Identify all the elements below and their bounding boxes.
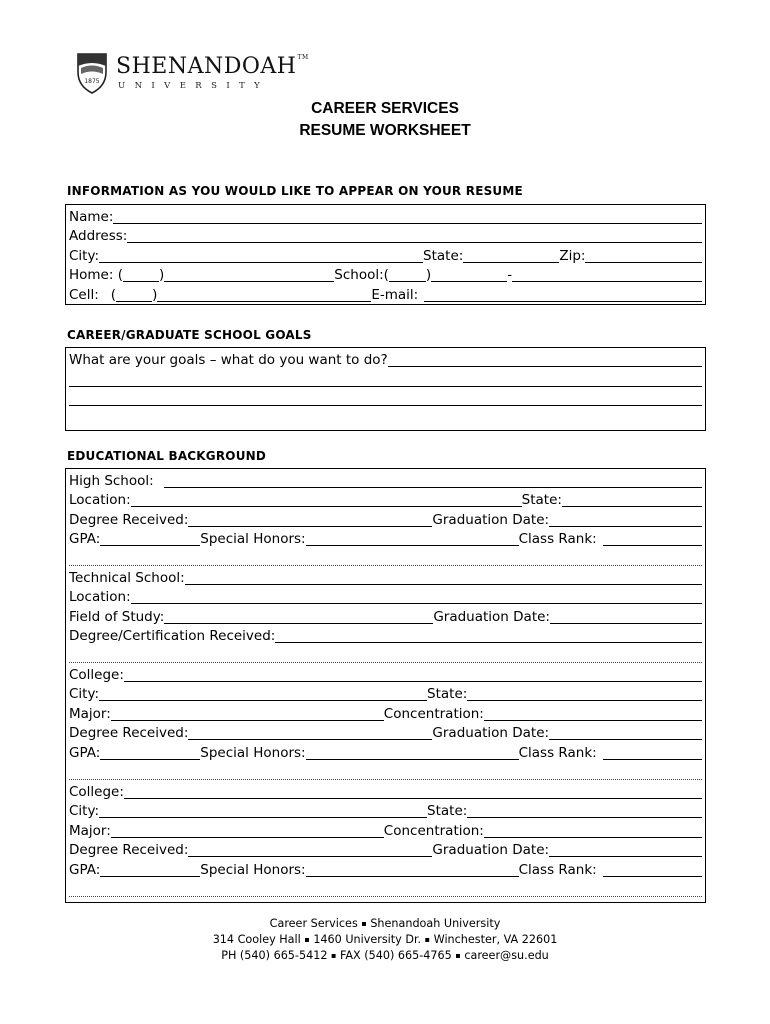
divider	[69, 565, 702, 566]
bullet-icon: ▪	[304, 935, 310, 944]
section-heading-goals: CAREER/GRADUATE SCHOOL GOALS	[67, 328, 312, 342]
hs-state-field[interactable]	[562, 490, 702, 507]
tech-graduation-label: Graduation Date:	[433, 608, 550, 625]
college2-graduation-label: Graduation Date:	[432, 842, 550, 858]
hs-location-row	[69, 490, 702, 510]
tech-school-row	[69, 567, 702, 587]
degree-cert-label: Degree/Certification Received:	[69, 628, 276, 644]
phone-dash: -	[507, 267, 513, 283]
footer-city: Winchester, VA 22601	[433, 933, 558, 946]
college2-honors-field[interactable]	[306, 860, 519, 877]
footer	[0, 916, 770, 964]
tech-field-row	[69, 606, 702, 626]
address-field[interactable]	[127, 226, 702, 243]
cell-paren-open: (	[110, 286, 117, 303]
college2-graduation-field[interactable]	[549, 840, 702, 857]
college1-graduation-label: Graduation Date:	[432, 725, 550, 741]
school-phone-prefix-field[interactable]	[431, 265, 507, 282]
college2-honors-label: Special Honors:	[200, 861, 306, 878]
college1-city-label: City:	[69, 686, 100, 702]
college1-major-row	[69, 703, 702, 723]
tech-school-label: Technical School:	[69, 569, 185, 586]
school-area-code-field[interactable]	[389, 265, 426, 282]
footer-line-2	[0, 932, 770, 948]
college2-row	[69, 781, 702, 801]
hs-class-rank-field[interactable]	[603, 529, 702, 546]
bullet-icon: ▪	[455, 951, 461, 960]
college1-major-field[interactable]	[111, 704, 384, 721]
college1-graduation-field[interactable]	[549, 723, 702, 740]
college1-gpa-label: GPA:	[69, 744, 101, 761]
tech-location-field[interactable]	[131, 587, 702, 604]
hs-class-rank-label: Class Rank:	[518, 531, 597, 547]
bullet-icon: ▪	[331, 951, 337, 960]
cell-phone-field[interactable]	[157, 285, 371, 302]
college2-city-label: City:	[69, 803, 100, 819]
seal-year: 1875	[84, 78, 100, 85]
college1-degree-row	[69, 723, 702, 743]
college1-honors-field[interactable]	[306, 743, 519, 760]
footer-university: Shenandoah University	[370, 917, 501, 930]
high-school-label: High School:	[69, 472, 154, 489]
footer-office: Career Services	[269, 917, 358, 930]
tech-degree-row	[69, 626, 702, 646]
divider	[69, 662, 702, 663]
university-logo	[76, 52, 309, 98]
college2-state-label: State:	[427, 803, 468, 819]
college2-degree-row	[69, 840, 702, 860]
hs-state-label: State:	[521, 492, 562, 508]
college2-degree-label: Degree Received:	[69, 842, 189, 858]
home-area-code-field[interactable]	[123, 265, 159, 282]
zip-field[interactable]	[585, 246, 702, 263]
college2-major-field[interactable]	[111, 821, 384, 838]
field-of-study-field[interactable]	[164, 607, 433, 624]
city-row	[69, 245, 702, 265]
school-phone-label: School:(	[334, 267, 389, 283]
email-label: E-mail:	[371, 286, 419, 303]
college2-state-field[interactable]	[467, 801, 702, 818]
shield-seal-icon	[76, 52, 108, 94]
college2-gpa-field[interactable]	[100, 860, 200, 877]
college2-major-row	[69, 820, 702, 840]
degree-cert-field[interactable]	[275, 626, 702, 643]
college2-label: College:	[69, 783, 124, 800]
cell-label: Cell:	[69, 286, 99, 303]
footer-street: 1460 University Dr.	[313, 933, 422, 946]
college1-field[interactable]	[124, 665, 702, 682]
college1-city-row	[69, 684, 702, 704]
footer-room: 314 Cooley Hall	[212, 933, 301, 946]
home-phone-field[interactable]	[164, 265, 334, 282]
footer-phone: PH (540) 665-5412	[221, 949, 328, 962]
college2-class-rank-field[interactable]	[603, 860, 702, 877]
address-label: Address:	[69, 228, 128, 244]
divider	[69, 896, 702, 897]
hs-gpa-field[interactable]	[100, 529, 200, 546]
college2-field[interactable]	[124, 782, 702, 799]
hs-honors-label: Special Honors:	[200, 531, 306, 547]
hs-degree-row	[69, 509, 702, 529]
goals-row	[69, 349, 702, 369]
home-row	[69, 265, 702, 285]
field-of-study-label: Field of Study:	[69, 608, 165, 625]
logo-subword: UNIVERSITY	[118, 81, 270, 91]
college2-concentration-field[interactable]	[484, 821, 702, 838]
city-field[interactable]	[99, 246, 423, 263]
college1-degree-field[interactable]	[188, 723, 432, 740]
college2-concentration-label: Concentration:	[383, 822, 484, 839]
city-label: City:	[69, 247, 100, 264]
college2-city-field[interactable]	[99, 801, 427, 818]
high-school-field[interactable]	[164, 471, 702, 488]
college1-major-label: Major:	[69, 705, 111, 722]
bullet-icon: ▪	[361, 919, 367, 928]
college1-honors-label: Special Honors:	[200, 744, 306, 761]
home-label: Home: (	[69, 267, 123, 283]
hs-location-field[interactable]	[131, 490, 522, 507]
college1-gpa-row	[69, 742, 702, 762]
hs-gpa-label: GPA:	[69, 531, 101, 547]
state-label: State:	[423, 247, 464, 264]
education-box	[65, 468, 706, 903]
page-title-line2: RESUME WORKSHEET	[299, 122, 471, 139]
hs-location-label: Location:	[69, 492, 131, 508]
goals-line-2[interactable]	[69, 368, 702, 387]
goals-question: What are your goals – what do you want to do?	[69, 351, 388, 368]
name-row	[69, 206, 702, 226]
college1-concentration-label: Concentration:	[383, 705, 484, 722]
bullet-icon: ▪	[424, 935, 431, 944]
home-paren-close: )	[158, 267, 165, 283]
college1-gpa-field[interactable]	[100, 743, 200, 760]
college1-degree-label: Degree Received:	[69, 725, 189, 741]
college1-label: College:	[69, 666, 124, 683]
footer-line-1	[0, 916, 770, 932]
footer-email-link[interactable]: career@su.edu	[464, 949, 549, 962]
college2-class-rank-label: Class Rank:	[518, 861, 597, 878]
trademark-mark: TM	[297, 54, 309, 61]
college1-state-label: State:	[427, 686, 468, 702]
tech-location-label: Location:	[69, 589, 131, 605]
name-field[interactable]	[113, 207, 702, 224]
info-box	[65, 204, 706, 305]
section-heading-education: EDUCATIONAL BACKGROUND	[67, 449, 267, 463]
state-field[interactable]	[463, 246, 559, 263]
footer-fax: FAX (540) 665-4765	[339, 949, 452, 962]
college2-gpa-row	[69, 859, 702, 879]
section-heading-info: INFORMATION AS YOU WOULD LIKE TO APPEAR ON YOUR RESUME	[67, 184, 523, 198]
hs-graduation-field[interactable]	[549, 510, 702, 527]
school-phone-suffix-field[interactable]	[512, 265, 702, 282]
college1-concentration-field[interactable]	[484, 704, 702, 721]
hs-honors-field[interactable]	[306, 529, 519, 546]
college1-class-rank-label: Class Rank:	[518, 744, 597, 761]
address-row	[69, 226, 702, 246]
hs-degree-field[interactable]	[188, 510, 432, 527]
zip-label: Zip:	[559, 247, 586, 264]
tech-location-row	[69, 587, 702, 607]
page-title-line1: CAREER SERVICES	[311, 100, 459, 117]
college2-city-row	[69, 801, 702, 821]
cell-paren-close: )	[152, 286, 158, 303]
email-field[interactable]	[424, 285, 702, 302]
college1-class-rank-field[interactable]	[603, 743, 702, 760]
goals-box	[65, 347, 706, 431]
footer-line-3	[0, 948, 770, 964]
cell-row	[69, 284, 702, 304]
hs-graduation-label: Graduation Date:	[432, 511, 550, 528]
school-paren-close: )	[425, 267, 432, 283]
college2-degree-field[interactable]	[188, 840, 432, 857]
goals-answer-field[interactable]	[388, 350, 702, 367]
divider	[69, 779, 702, 780]
college2-major-label: Major:	[69, 822, 111, 839]
cell-area-code-field[interactable]	[116, 285, 152, 302]
logo-wordmark: SHENANDOAH™	[116, 54, 309, 79]
high-school-row	[69, 470, 702, 490]
college2-gpa-label: GPA:	[69, 861, 101, 878]
hs-degree-label: Degree Received:	[69, 511, 189, 528]
tech-school-field[interactable]	[185, 568, 702, 585]
tech-graduation-field[interactable]	[550, 607, 702, 624]
college1-state-field[interactable]	[467, 684, 702, 701]
goals-line-3[interactable]	[69, 387, 702, 406]
hs-gpa-row	[69, 529, 702, 549]
college1-row	[69, 664, 702, 684]
name-label: Name:	[69, 208, 114, 225]
college1-city-field[interactable]	[99, 684, 427, 701]
